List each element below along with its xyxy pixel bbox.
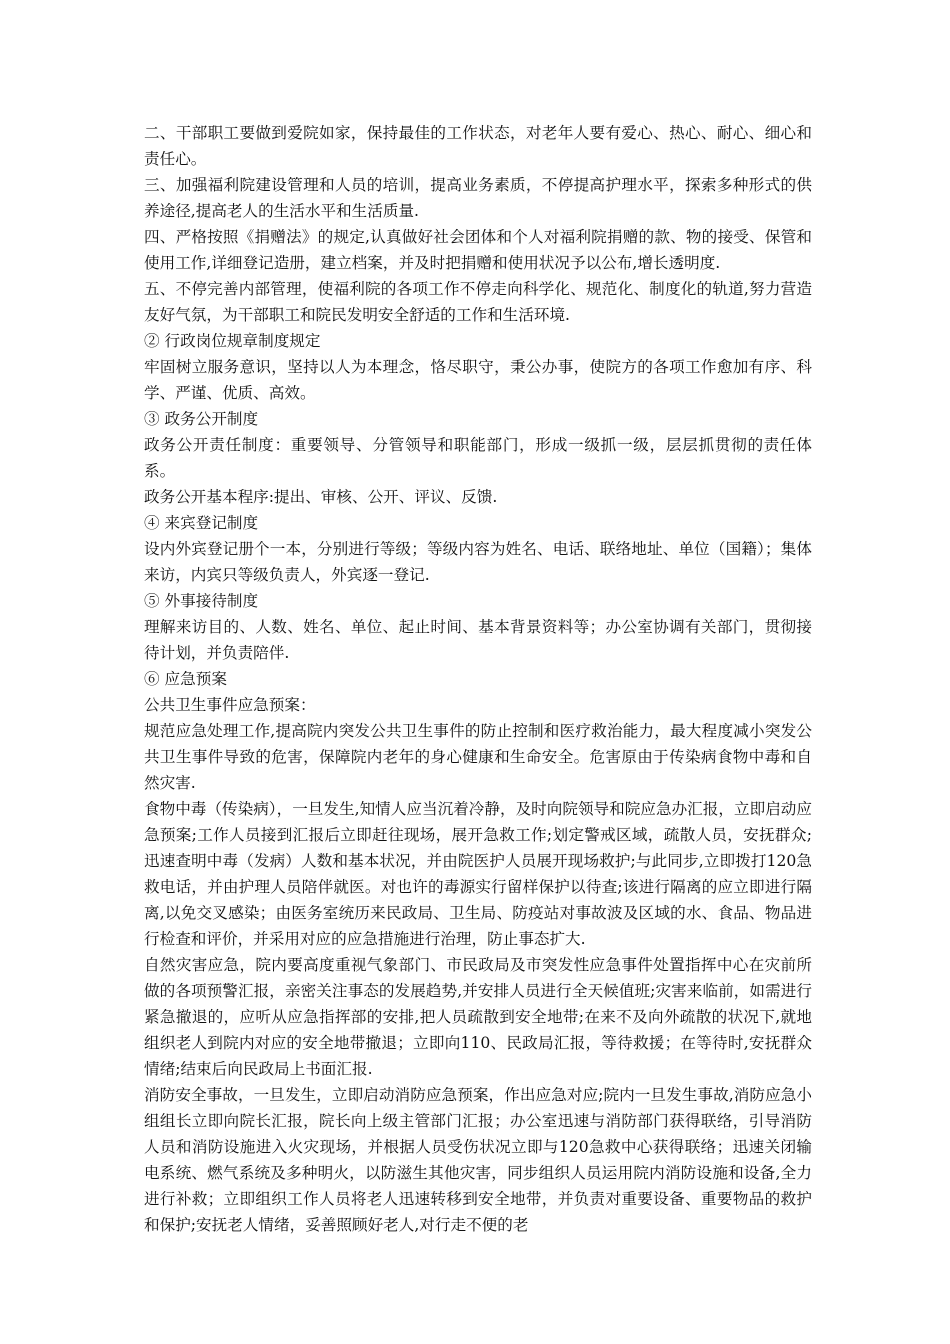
paragraph: 设内外宾登记册个一本，分别进行等级；等级内容为姓名、电话、联络地址、单位（国籍）；集体来访，内宾只等级负责人，外宾逐一登记. [144, 540, 812, 584]
section-heading: ⑤ 外事接待制度 [144, 592, 259, 610]
section-heading: ② 行政岗位规章制度规定 [144, 332, 321, 350]
section-heading: ③ 政务公开制度 [144, 410, 259, 428]
document-page [144, 120, 812, 1238]
paragraph: 五、不停完善内部管理，使福利院的各项工作不停走向科学化、规范化、制度化的轨道,努力营造友好气氛，为干部职工和院民发明安全舒适的工作和生活环境. [144, 280, 812, 324]
paragraph: 理解来访目的、人数、姓名、单位、起止时间、基本背景资料等；办公室协调有关部门，贯彻接待计划，并负责陪伴. [144, 618, 812, 662]
paragraph: 食物中毒（传染病），一旦发生,知情人应当沉着冷静，及时向院领导和院应急办汇报，立即启动应急预案;工作人员接到汇报后立即赶往现场，展开急救工作;划定警戒区域，疏散人员，安抚群众;迅速查明中毒（发病）人数和基本状况，并由院医护人员展开现场救护;与此同步,立即拨打120急救电话，并由护理人员陪伴就医。对也许的毒源实行留样保护以待查;该进行隔离的应立即进行隔离,以免交叉感染；由医务室统历来民政局、卫生局、防疫站对事故波及区域的水、食品、物品进行检查和评价，并采用对应的应急措施进行治理，防止事态扩大. [144, 800, 812, 948]
paragraph: 规范应急处理工作,提高院内突发公共卫生事件的防止控制和医疗救治能力，最大程度减小突发公共卫生事件导致的危害，保障院内老年的身心健康和生命安全。危害原由于传染病食物中毒和自然灾害. [144, 722, 812, 792]
paragraph: 政务公开基本程序:提出、审核、公开、评议、反馈. [144, 488, 498, 506]
section-heading: ⑥ 应急预案 [144, 670, 227, 688]
paragraph: 政务公开责任制度：重要领导、分管领导和职能部门，形成一级抓一级，层层抓贯彻的责任体系。 [144, 436, 812, 480]
paragraph: 自然灾害应急，院内要高度重视气象部门、市民政局及市突发性应急事件处置指挥中心在灾前所做的各项预警汇报，亲密关注事态的发展趋势,并安排人员进行全天候值班;灾害来临前，如需进行紧急撤退的，应听从应急指挥部的安排,把人员疏散到安全地带;在来不及向外疏散的状况下,就地组织老人到院内对应的安全地带撤退；立即向110、民政局汇报，等待救援；在等待时,安抚群众情绪;结束后向民政局上书面汇报. [144, 956, 812, 1078]
paragraph: 公共卫生事件应急预案： [144, 696, 316, 714]
paragraph: 二、干部职工要做到爱院如家，保持最佳的工作状态，对老年人要有爱心、热心、耐心、细心和责任心。 [144, 124, 812, 168]
paragraph: 消防安全事故，一旦发生，立即启动消防应急预案，作出应急对应;院内一旦发生事故,消防应急小组组长立即向院长汇报，院长向上级主管部门汇报；办公室迅速与消防部门获得联络，引导消防人员和消防设施进入火灾现场，并根据人员受伤状况立即与120急救中心获得联络；迅速关闭输电系统、燃气系统及多种明火，以防滋生其他灾害，同步组织人员运用院内消防设施和设备,全力进行补救；立即组织工作人员将老人迅速转移到安全地带，并负责对重要设备、重要物品的救护和保护;安抚老人情绪，妥善照顾好老人,对行走不便的老 [144, 1086, 812, 1234]
paragraph: 牢固树立服务意识，坚持以人为本理念，恪尽职守，秉公办事，使院方的各项工作愈加有序、科学、严谨、优质、高效。 [144, 358, 812, 402]
paragraph: 四、严格按照《捐赠法》的规定,认真做好社会团体和个人对福利院捐赠的款、物的接受、保管和使用工作,详细登记造册，建立档案，并及时把捐赠和使用状况予以公布,增长透明度. [144, 228, 812, 272]
section-heading: ④ 来宾登记制度 [144, 514, 259, 532]
paragraph: 三、加强福利院建设管理和人员的培训，提高业务素质，不停提高护理水平，探索多种形式的供养途径,提高老人的生活水平和生活质量. [144, 176, 812, 220]
